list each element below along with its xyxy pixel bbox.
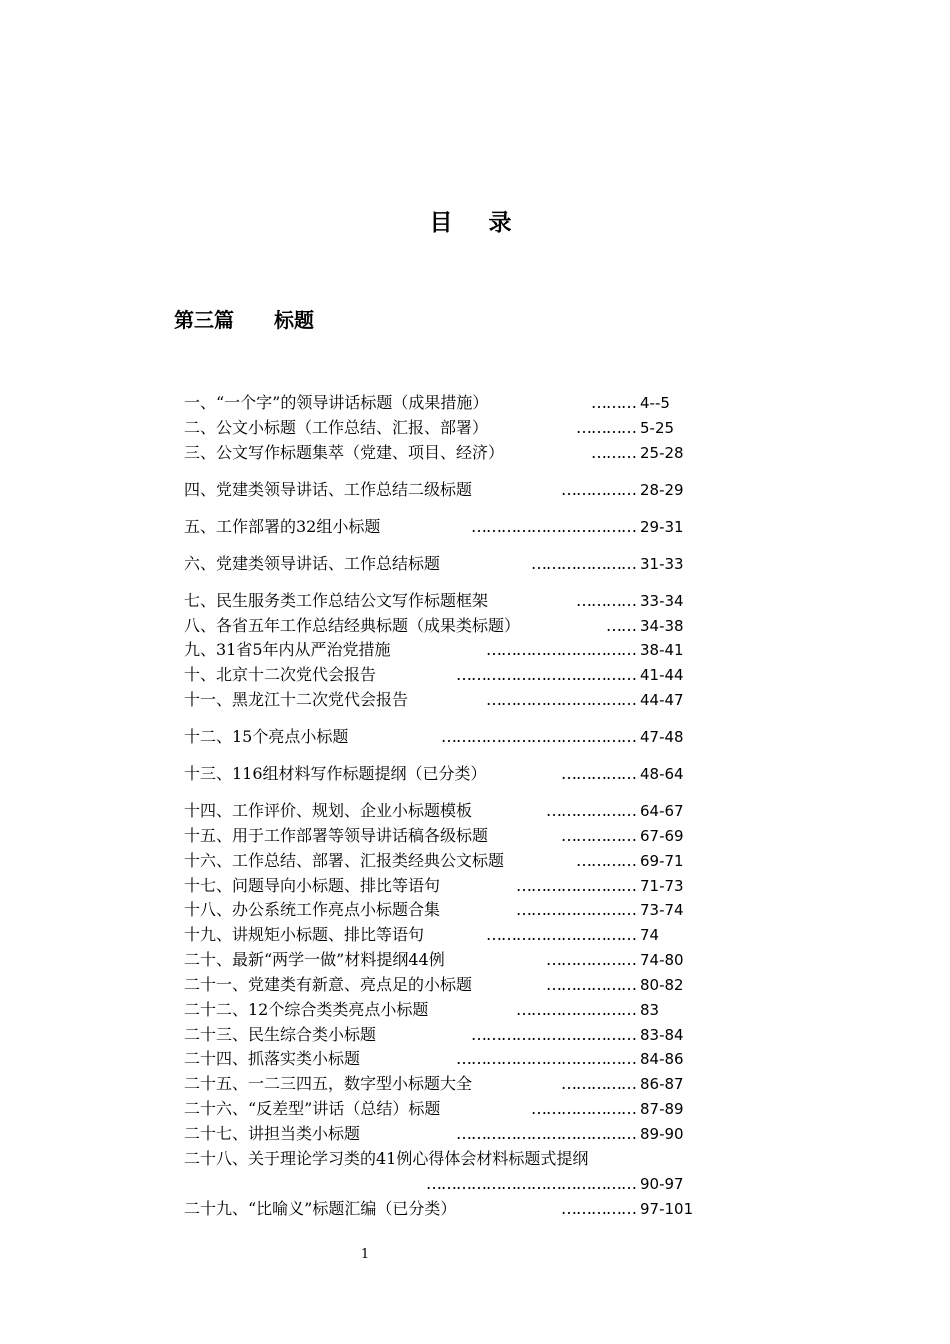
toc-leader-dots: ………………………… — [486, 640, 636, 659]
toc-entry-label: 二十一、党建类有新意、亮点足的小标题 — [184, 975, 473, 994]
toc-entry-label: 二十九、“比喻义”标题汇编（已分类） — [184, 1199, 457, 1218]
toc-entry-label: 十二、15个亮点小标题 — [184, 727, 349, 746]
toc-entry[interactable] — [184, 663, 694, 687]
toc-entry-label: 十、北京十二次党代会报告 — [184, 665, 377, 684]
toc-leader-dots: ………… — [576, 591, 636, 610]
toc-entry-label: 二十七、讲担当类小标题 — [184, 1124, 361, 1143]
toc-entry[interactable] — [184, 1097, 694, 1121]
toc-entry-label: 十八、办公系统工作亮点小标题合集 — [184, 900, 441, 919]
page-number: 1 — [360, 1247, 370, 1262]
toc-entry-pages: 80-82 — [640, 976, 684, 994]
toc-entry[interactable] — [184, 762, 694, 786]
toc-leader-dots: …………………… — [516, 900, 636, 919]
toc-entry-label: 十三、116组材料写作标题提纲（已分类） — [184, 764, 487, 783]
toc-leader-dots: …………… — [561, 826, 636, 845]
toc-entry[interactable] — [184, 948, 694, 972]
toc-leader-dots: ………………… — [531, 1099, 636, 1118]
toc-leader-dots: ………… — [576, 418, 636, 437]
toc-entry[interactable] — [184, 391, 694, 415]
toc-entry-pages: 83 — [640, 1001, 660, 1019]
toc-leader-dots: ……………………………… — [456, 1124, 636, 1143]
toc-entry-pages: 74-80 — [640, 951, 684, 969]
toc-entry-label: 二十、最新“两学一做”材料提纲44例 — [184, 950, 445, 969]
toc-entry-pages: 84-86 — [640, 1050, 684, 1068]
toc-entry-label: 二、公文小标题（工作总结、汇报、部署） — [184, 418, 489, 437]
toc-entry[interactable] — [184, 1122, 694, 1146]
toc-entry-pages: 71-73 — [640, 877, 684, 895]
toc-leader-dots: …………… — [561, 764, 636, 783]
toc-entry-label: 八、各省五年工作总结经典标题（成果类标题） — [184, 616, 521, 635]
toc-leader-dots: ………… — [576, 851, 636, 870]
toc-leader-dots: ……………… — [546, 950, 636, 969]
toc-entry-label: 五、工作部署的32组小标题 — [184, 517, 381, 536]
toc-leader-dots: …………………… — [516, 876, 636, 895]
toc-entry-pages: 90-97 — [640, 1175, 684, 1193]
toc-leader-dots: …………… — [561, 1199, 636, 1218]
toc-leader-dots: ……… — [591, 393, 636, 412]
toc-entry-pages: 5-25 — [640, 419, 675, 437]
toc-entry-pages: 67-69 — [640, 827, 684, 845]
toc-entry-label: 三、公文写作标题集萃（党建、项目、经济） — [184, 443, 505, 462]
toc-entry-pages: 47-48 — [640, 728, 684, 746]
toc-entry-label: 二十四、抓落实类小标题 — [184, 1049, 361, 1068]
toc-entry-pages: 31-33 — [640, 555, 684, 573]
toc-entry[interactable] — [184, 1047, 694, 1071]
toc-leader-dots: ………………………………… — [441, 727, 636, 746]
toc-leader-dots: ……………………………… — [456, 1049, 636, 1068]
toc-entry-pages: 74 — [640, 926, 660, 944]
toc-entry-label: 二十三、民生综合类小标题 — [184, 1025, 377, 1044]
toc-leader-dots: …………… — [561, 480, 636, 499]
toc-leader-dots: ………………………… — [486, 925, 636, 944]
toc-entry[interactable] — [184, 973, 694, 997]
toc-entry-label: 十七、问题导向小标题、排比等语句 — [184, 876, 441, 895]
toc-entry[interactable] — [184, 1023, 694, 1047]
toc-entry[interactable] — [184, 441, 694, 465]
toc-entry[interactable] — [184, 824, 694, 848]
toc-entry-label: 二十六、“反差型”讲话（总结）标题 — [184, 1099, 441, 1118]
toc-entry-pages: 89-90 — [640, 1125, 684, 1143]
toc-leader-dots: …………………………………… — [426, 1174, 636, 1193]
toc-entry-pages: 87-89 — [640, 1100, 684, 1118]
toc-leader-dots: ……………………………… — [456, 665, 636, 684]
toc-entry-label: 四、党建类领导讲话、工作总结二级标题 — [184, 480, 473, 499]
toc-entry[interactable] — [184, 898, 694, 922]
toc-entry-pages: 97-101 — [640, 1200, 694, 1218]
toc-entry-pages: 25-28 — [640, 444, 684, 462]
toc-leader-dots: …………………………… — [471, 517, 636, 536]
toc-entry-pages: 44-47 — [640, 691, 684, 709]
toc-entry[interactable] — [184, 1172, 694, 1196]
toc-leader-dots: ………………… — [531, 554, 636, 573]
toc-leader-dots: …………………………… — [471, 1025, 636, 1044]
toc-title: 目 录 — [429, 210, 526, 236]
toc-entry[interactable] — [184, 614, 694, 638]
toc-entry-label: 十九、讲规矩小标题、排比等语句 — [184, 925, 425, 944]
section-heading: 第三篇 标题 — [174, 308, 314, 332]
toc-leader-dots: …… — [606, 616, 636, 635]
toc-entry[interactable] — [184, 1072, 694, 1096]
toc-entry-pages: 41-44 — [640, 666, 684, 684]
toc-entry-label: 二十八、关于理论学习类的41例心得体会材料标题式提纲 — [184, 1149, 589, 1168]
toc-entry-label: 二十五、一二三四五，数字型小标题大全 — [184, 1074, 473, 1093]
toc-entry[interactable] — [184, 515, 694, 539]
toc-entry[interactable] — [184, 552, 694, 576]
toc-entry-pages: 4--5 — [640, 394, 670, 412]
toc-entry[interactable] — [184, 688, 694, 712]
toc-entry-pages: 48-64 — [640, 765, 684, 783]
toc-leader-dots: …………………… — [516, 1000, 636, 1019]
toc-entry-pages: 83-84 — [640, 1026, 684, 1044]
toc-leader-dots: ……… — [591, 443, 636, 462]
toc-entry-label: 十四、工作评价、规划、企业小标题模板 — [184, 801, 473, 820]
toc-entry-pages: 33-34 — [640, 592, 684, 610]
toc-entry[interactable] — [184, 1197, 694, 1221]
toc-entry-pages: 86-87 — [640, 1075, 684, 1093]
toc-leader-dots: ………………………… — [486, 690, 636, 709]
toc-entry[interactable] — [184, 1147, 694, 1171]
toc-leader-dots: …………… — [561, 1074, 636, 1093]
toc-entry-label: 六、党建类领导讲话、工作总结标题 — [184, 554, 441, 573]
toc-entry-label: 二十二、12个综合类类亮点小标题 — [184, 1000, 429, 1019]
toc-leader-dots: ……………… — [546, 975, 636, 994]
toc-entry[interactable] — [184, 874, 694, 898]
toc-entry-pages: 38-41 — [640, 641, 684, 659]
toc-entry-pages: 73-74 — [640, 901, 684, 919]
toc-entry-pages: 64-67 — [640, 802, 684, 820]
toc-entry-label: 一、“一个字”的领导讲话标题（成果措施） — [184, 393, 489, 412]
toc-entry[interactable] — [184, 998, 694, 1022]
toc-entry-label: 九、31省5年内从严治党措施 — [184, 640, 391, 659]
toc-entry-label: 十五、用于工作部署等领导讲话稿各级标题 — [184, 826, 489, 845]
toc-entry[interactable] — [184, 725, 694, 749]
toc-entry-label: 十六、工作总结、部署、汇报类经典公文标题 — [184, 851, 505, 870]
toc-entry[interactable] — [184, 589, 694, 613]
toc-entry[interactable] — [184, 799, 694, 823]
toc-entry-pages: 69-71 — [640, 852, 684, 870]
toc-entry-pages: 34-38 — [640, 617, 684, 635]
toc-entry-label: 七、民生服务类工作总结公文写作标题框架 — [184, 591, 489, 610]
toc-entry-pages: 29-31 — [640, 518, 684, 536]
toc-entry[interactable] — [184, 416, 694, 440]
toc-entry[interactable] — [184, 478, 694, 502]
toc-entry-label: 十一、黑龙江十二次党代会报告 — [184, 690, 409, 709]
toc-leader-dots: ……………… — [546, 801, 636, 820]
toc-entry-pages: 28-29 — [640, 481, 684, 499]
toc-entry[interactable] — [184, 923, 694, 947]
toc-entry[interactable] — [184, 638, 694, 662]
toc-entry[interactable] — [184, 849, 694, 873]
